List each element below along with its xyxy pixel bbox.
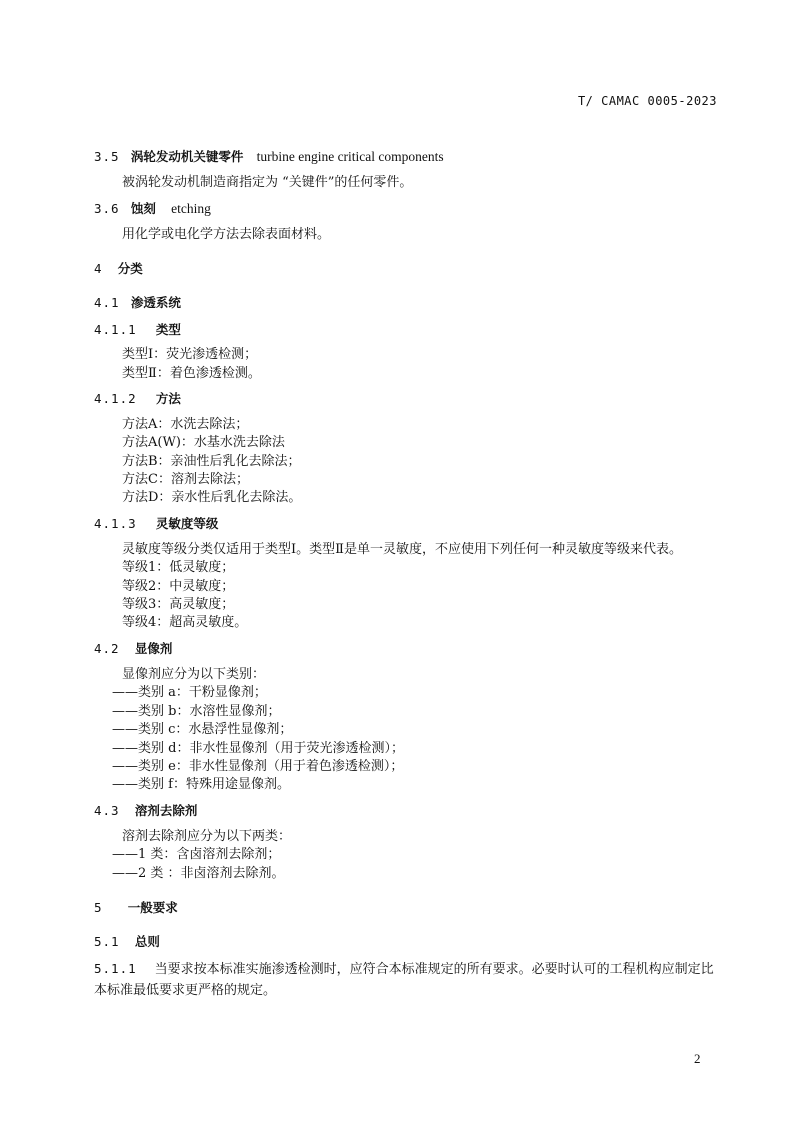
- clause-3-6-definition: 用化学或电化学方法去除表面材料。: [122, 227, 331, 242]
- list-item: ——类别 b：水溶性显像剂；: [112, 704, 281, 719]
- list-item: ——类别 d：非水性显像剂（用于荧光渗透检测）；: [112, 741, 404, 756]
- list-item: 类型Ⅱ：着色渗透检测。: [122, 366, 261, 381]
- clause-4-1-3-heading: [94, 515, 218, 533]
- clause-5-1-heading: [94, 933, 160, 951]
- clause-number: 3.6: [94, 201, 120, 216]
- clause-4-1-3-intro: 灵敏度等级分类仅适用于类型Ⅰ。类型Ⅱ是单一灵敏度，不应使用下列任何一种灵敏度等级来代表。: [122, 542, 682, 557]
- clause-title: 溶剂去除剂: [134, 803, 198, 818]
- clause-4-3-intro: 溶剂去除剂应分为以下两类：: [122, 829, 292, 844]
- clause-3-5-heading: [94, 148, 444, 166]
- clause-3-5-definition: 被涡轮发动机制造商指定为 “关键件”的任何零件。: [122, 175, 413, 190]
- clause-title: 渗透系统: [130, 295, 181, 310]
- page-number: 2: [694, 1051, 701, 1066]
- section-5-heading: [94, 899, 178, 917]
- clause-title-english: turbine engine critical components: [256, 149, 444, 164]
- list-item: 等级3：高灵敏度；: [122, 597, 235, 612]
- section-title: 一般要求: [127, 900, 178, 915]
- clause-5-1-1-paragraph: [94, 958, 718, 1001]
- list-item: ——1 类：含卤溶剂去除剂；: [112, 847, 281, 862]
- clause-4-1-heading: [94, 294, 181, 312]
- clause-title: 灵敏度等级: [155, 516, 219, 531]
- clause-title-english: etching: [171, 201, 211, 216]
- list-item: 方法D：亲水性后乳化去除法。: [122, 490, 302, 505]
- clause-4-3-heading: [94, 802, 197, 820]
- list-item: 等级4：超高灵敏度。: [122, 615, 248, 630]
- clause-title: 涡轮发动机关键零件: [130, 149, 244, 164]
- clause-number: 5.1.1: [94, 961, 137, 976]
- clause-3-6-heading: [94, 200, 211, 218]
- clause-4-1-1-heading: [94, 321, 181, 339]
- list-item: ——2 类 ：非卤溶剂去除剂。: [112, 866, 285, 881]
- document-code: T/ CAMAC 0005-2023: [577, 94, 717, 108]
- clause-number: 3.5: [94, 149, 120, 164]
- clause-number: 4.1.1: [94, 322, 137, 337]
- clause-body: 当要求按本标准实施渗透检测时，应符合本标准规定的所有要求。必要时认可的工程机构应制定比本标准最低要求更严格的规定。: [94, 962, 714, 998]
- section-4-heading: [94, 260, 143, 278]
- clause-number: 5.1: [94, 934, 120, 949]
- list-item: 类型Ⅰ：荧光渗透检测；: [122, 347, 258, 362]
- list-item: 方法A：水洗去除法；: [122, 417, 249, 432]
- list-item: 等级1：低灵敏度；: [122, 560, 235, 575]
- section-number: 5: [94, 900, 103, 915]
- clause-4-1-2-heading: [94, 390, 181, 408]
- list-item: ——类别 f：特殊用途显像剂。: [112, 777, 290, 792]
- clause-4-2-intro: 显像剂应分为以下类别：: [122, 667, 266, 682]
- clause-number: 4.1: [94, 295, 120, 310]
- list-item: ——类别 c：水悬浮性显像剂；: [112, 722, 293, 737]
- clause-number: 4.1.2: [94, 391, 137, 406]
- section-title: 分类: [117, 261, 143, 276]
- clause-title: 总则: [134, 934, 160, 949]
- list-item: ——类别 e：非水性显像剂（用于着色渗透检测）；: [112, 759, 404, 774]
- list-item: 方法B：亲油性后乳化去除法；: [122, 454, 301, 469]
- clause-title: 方法: [155, 391, 181, 406]
- clause-number: 4.3: [94, 803, 120, 818]
- clause-title: 显像剂: [134, 641, 173, 656]
- clause-number: 4.2: [94, 641, 120, 656]
- list-item: 方法A(W)：水基水洗去除法: [122, 435, 285, 450]
- list-item: 等级2：中灵敏度；: [122, 579, 235, 594]
- section-number: 4: [94, 261, 103, 276]
- list-item: 方法C：溶剂去除法；: [122, 472, 249, 487]
- clause-title: 类型: [155, 322, 181, 337]
- clause-title: 蚀刻: [130, 201, 156, 216]
- clause-4-2-heading: [94, 640, 172, 658]
- list-item: ——类别 a：干粉显像剂；: [112, 685, 267, 700]
- clause-number: 4.1.3: [94, 516, 137, 531]
